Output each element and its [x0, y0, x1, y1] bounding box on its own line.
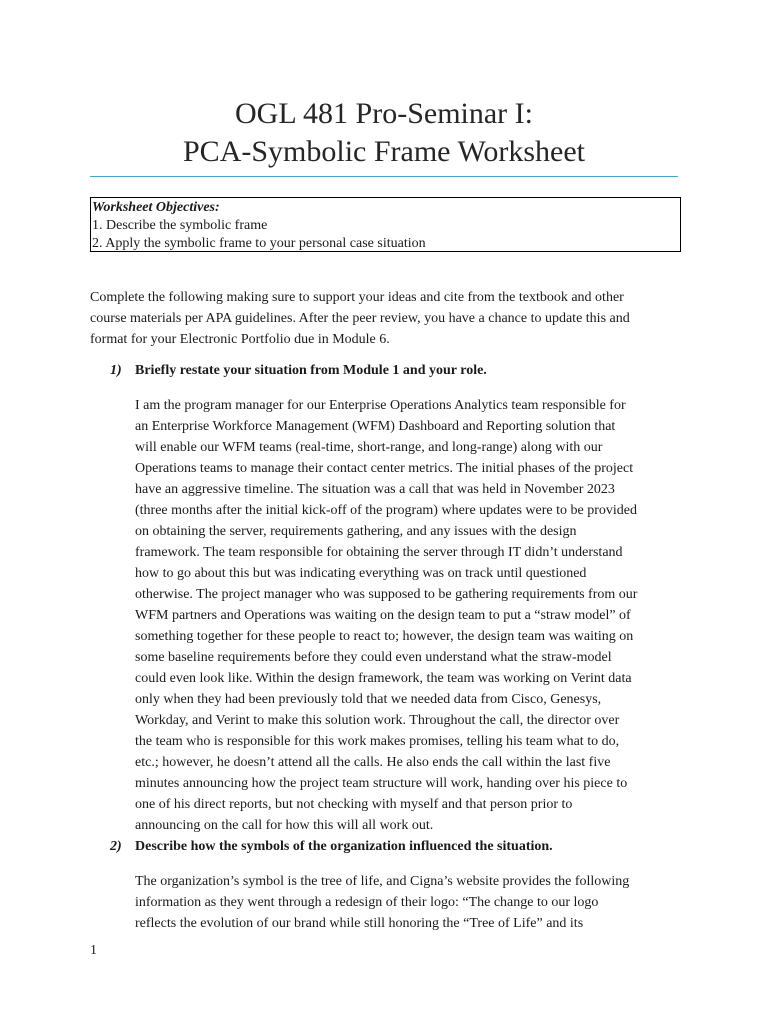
answer-line: on obtaining the server, requirements gathering, and any issues with the design: [135, 524, 577, 539]
question-prompt: Describe how the symbols of the organization influenced the situation.: [135, 839, 553, 854]
question-2: [110, 837, 553, 857]
answer-line: Workday, and Verint to make this solution work. Throughout the call, the director over: [135, 713, 620, 728]
question-1: [110, 361, 487, 381]
answer-line: some baseline requirements before they could even understand what the straw-model: [135, 650, 612, 665]
answer-line: WFM partners and Operations was waiting on the design team to put a “straw model” of: [135, 608, 631, 623]
instructions-paragraph: [90, 287, 690, 350]
answer-line: an Enterprise Workforce Management (WFM) Dashboard and Reporting solution that: [135, 419, 616, 434]
question-number: 1): [110, 363, 122, 378]
answer-line: (three months after the initial kick-off of the program) where updates were to be provided: [135, 503, 638, 518]
document-title-line-1: OGL 481 Pro-Seminar I:: [234, 97, 533, 130]
answer-line: only when they had been previously told that we needed data from Cisco, Genesys,: [135, 692, 602, 707]
answer-line: otherwise. The project manager who was supposed to be gathering requirements from our: [135, 587, 638, 602]
answer-line: information as they went through a redesign of their logo: “The change to our logo: [135, 895, 599, 910]
answer-line: how to go about this but was indicating everything was on track until questioned: [135, 566, 587, 581]
answer-line: The organization’s symbol is the tree of life, and Cigna’s website provides the following: [135, 874, 630, 889]
answer-line: I am the program manager for our Enterprise Operations Analytics team responsible for: [135, 398, 626, 413]
objective-item: 1. Describe the symbolic frame: [92, 218, 268, 233]
answer-line: the team who is responsible for this work makes promises, telling his team what to do,: [135, 734, 620, 749]
worksheet-objectives-box: [90, 197, 681, 252]
answer-1: [135, 395, 695, 836]
document-title-line-2: PCA-Symbolic Frame Worksheet: [183, 135, 585, 168]
answer-line: minutes announcing how the project team structure will work, handing over his piece to: [135, 776, 628, 791]
answer-line: etc.; however, he doesn’t attend all the calls. He also ends the call within the last five: [135, 755, 611, 770]
answer-line: have an aggressive timeline. The situation was a call that was held in November 2023: [135, 482, 615, 497]
objective-item: 2. Apply the symbolic frame to your personal case situation: [92, 236, 426, 251]
answer-line: reflects the evolution of our brand while still honoring the “Tree of Life” and its: [135, 916, 584, 931]
paragraph-line: course materials per APA guidelines. After the peer review, you have a chance to update this and: [90, 311, 630, 326]
answer-line: Operations teams to manage their contact center metrics. The initial phases of the project: [135, 461, 634, 476]
objectives-heading: Worksheet Objectives:: [92, 200, 220, 215]
question-prompt: Briefly restate your situation from Module 1 and your role.: [135, 363, 487, 378]
answer-line: announcing on the call for how this will all work out.: [135, 818, 434, 833]
paragraph-line: Complete the following making sure to support your ideas and cite from the textbook and other: [90, 290, 624, 305]
question-number: 2): [110, 839, 122, 854]
answer-line: could even look like. Within the design framework, the team was working on Verint data: [135, 671, 632, 686]
answer-line: one of his direct reports, but not checking with myself and that person prior to: [135, 797, 573, 812]
answer-line: will enable our WFM teams (real-time, short-range, and long-range) along with our: [135, 440, 603, 455]
answer-line: something together for these people to react to; however, the design team was waiting on: [135, 629, 634, 644]
paragraph-line: format for your Electronic Portfolio due in Module 6.: [90, 332, 390, 347]
page-number: 1: [90, 943, 97, 958]
answer-2: [135, 871, 695, 934]
title-underline-rule: [90, 176, 678, 177]
answer-line: framework. The team responsible for obtaining the server through IT didn’t understand: [135, 545, 623, 560]
